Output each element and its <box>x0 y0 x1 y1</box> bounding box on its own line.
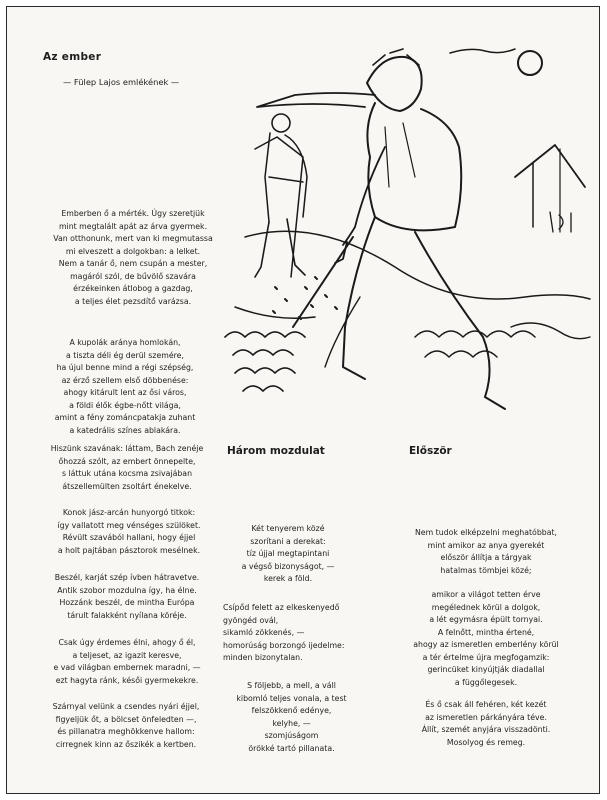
stanza-4: Konok jász-arcán hunyorgó titkok: így vallatott meg vénséges szülöket. Révült szavából hallani, hogy éjjel a holt pajtában pásztorok mesélnek. <box>57 508 201 555</box>
poem2-stanza-1: Két tenyerem közé szorítani a derekat: tíz újjal megtapintani a végső bizonyságot, — kerek a föld. <box>241 524 335 583</box>
poem-title-harom-mozdulat: Három mozdulat <box>227 445 325 457</box>
ink-sketch-illustration <box>215 37 595 417</box>
poem-title-az-ember: Az ember <box>43 51 102 63</box>
stanza-5: Beszél, karját szép ívben hátravetve. Antik szobor mozdulna így, ha élne. Hozzánk beszél, de mintha Európa tárult falakként nyílana köréje. <box>54 573 200 620</box>
poem3-stanza-1: Nem tudok elképzelni meghatóbbat, mint amikor az anya gyerekét először állítja a tárgyak hatalmas tömbjei közé; <box>414 528 558 575</box>
poem-dedication: — Fülep Lajos emlékének — <box>63 77 180 87</box>
stanza-6: Csak úgy érdemes élni, ahogy ő él, a teljeset, az igazit keresve, e vad világban embernek maradni, — ezt hagyta ránk, késői gyermekekre. <box>53 638 201 685</box>
poem-title-eloszor: Először <box>409 445 452 457</box>
stanza-2: A kupolák aránya homlokán, a tiszta déli ég derül szemére, ha újul benne mind a régi szépség, az érző szellem első döbbenése: ahogy kitárult lent az ősi város, a földi élők égbe-nőtt világa, amint a fény zománcpatakja zuhant a katedrális színes ablakára. <box>54 338 196 435</box>
poem3-stanza-3: És ő csak áll fehéren, két kezét az ismeretlen párkányára téve. Állít, szemét anyjára visszadönti. Mosolyog és remeg. <box>421 700 551 747</box>
stanza-3: Hiszünk szavának: láttam, Bach zenéje őhozzá szólt, az embert önnepelte, s láttuk utána kocsma zsivajában átszellemülten zsoltárt énekelve. <box>50 444 204 491</box>
stanza-7: Szárnyal velünk a csendes nyári éjjel, figyeljük őt, a bölcset önfeledten —, és pillanatra meghökkenve hallom: cirregnek kinn az őszikék a kertben. <box>52 702 200 749</box>
stanza-1: Emberben ő a mérték. Úgy szeretjük mint megtalált apát az árva gyermek. Van otthonunk, mert van ki megmutassa mi elveszett a dolgokban: a lelket. Nem a tanár ő, nem csupán a mester, magáról szól, de bűvölő szavára érzékeinken átlobog a gazdag, a teljes élet pezsdítő varázsa. <box>53 209 213 306</box>
poem2-stanza-3: S följebb, a mell, a váll kibomló teljes vonala, a test felszökkenő edénye, kelyhe, — szomjúságom örökké tartó pillanata. <box>236 681 347 753</box>
poem3-stanza-2: amikor a világot tetten érve megélednek körül a dolgok, a lét egymásra épült tornyai. A felnőtt, mintha értené, ahogy az ismeretlen emberlény körül a tér értelme újra megfogamzik: gerincüket kinyújtják diadallal a függőlegesek. <box>413 590 559 687</box>
book-page <box>6 6 600 794</box>
poem2-stanza-2: Csípőd felett az elkeskenyedő gyöngéd ovál, sikamló zökkenés, — homorúság borzongó ijedelme: minden bizonytalan. <box>223 603 345 662</box>
